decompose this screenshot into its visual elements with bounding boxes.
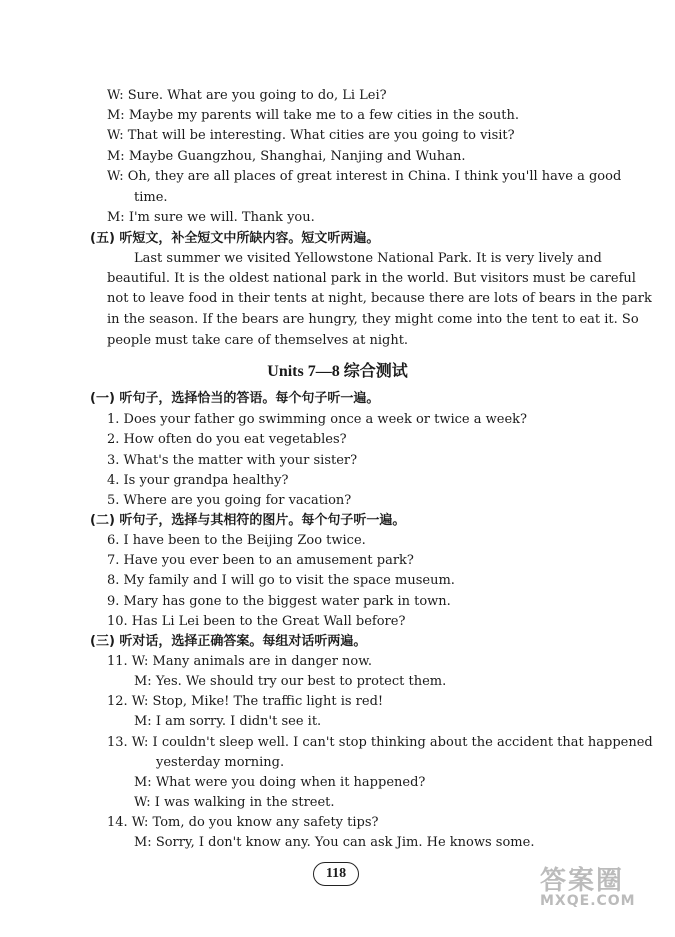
dialogue-line: M: I am sorry. I didn't see it. (134, 714, 322, 729)
passage-line: in the season. If the bears are hungry, they might come into the tent to eat it. So (107, 312, 639, 327)
page-number: 118 (313, 862, 359, 886)
question-item: 4. Is your grandpa healthy? (107, 473, 289, 488)
section-1-heading: (一) 听句子，选择恰当的答语。每个句子听一遍。 (90, 391, 380, 406)
section-3-heading: (三) 听对话，选择正确答案。每组对话听两遍。 (90, 634, 367, 649)
passage-line: not to leave food in their tents at night, because there are lots of bears in the park (107, 291, 652, 306)
question-item: 9. Mary has gone to the biggest water park in town. (107, 594, 451, 609)
question-item: 7. Have you ever been to an amusement park? (107, 553, 414, 568)
watermark-text: 答案圈 (540, 866, 625, 896)
dialogue-line: M: I'm sure we will. Thank you. (107, 210, 315, 225)
passage-line: Last summer we visited Yellowstone National Park. It is very lively and (134, 251, 602, 266)
section-5-heading: (五) 听短文，补全短文中所缺内容。短文听两遍。 (90, 231, 380, 246)
dialogue-line: M: Maybe my parents will take me to a few cities in the south. (107, 108, 519, 123)
dialogue-line: 12. W: Stop, Mike! The traffic light is red! (107, 694, 384, 709)
question-item: 6. I have been to the Beijing Zoo twice. (107, 533, 366, 548)
dialogue-line: time. (134, 190, 168, 205)
dialogue-line: M: What were you doing when it happened? (134, 775, 426, 790)
question-item: 1. Does your father go swimming once a week or twice a week? (107, 412, 527, 427)
question-item: 2. How often do you eat vegetables? (107, 432, 347, 447)
passage-line: people must take care of themselves at night. (107, 333, 409, 348)
question-item: 10. Has Li Lei been to the Great Wall before? (107, 614, 406, 629)
question-item: 8. My family and I will go to visit the space museum. (107, 573, 455, 588)
dialogue-line: M: Maybe Guangzhou, Shanghai, Nanjing and Wuhan. (107, 149, 466, 164)
dialogue-line: W: That will be interesting. What cities are you going to visit? (107, 128, 515, 143)
watermark-logo (540, 860, 636, 909)
passage-line: beautiful. It is the oldest national park in the world. But visitors must be careful (107, 271, 636, 286)
section-2-heading: (二) 听句子，选择与其相符的图片。每个句子听一遍。 (90, 513, 406, 528)
dialogue-line: W: Oh, they are all places of great interest in China. I think you'll have a good (107, 169, 622, 184)
unit-title: Units 7—8 综合测试 (267, 363, 408, 380)
dialogue-line: M: Sorry, I don't know any. You can ask Jim. He knows some. (134, 835, 535, 850)
dialogue-line: W: Sure. What are you going to do, Li Lei? (107, 88, 387, 103)
watermark-url: MXQE.COM (540, 893, 636, 909)
dialogue-line: M: Yes. We should try our best to protect them. (134, 674, 447, 689)
question-item: 3. What's the matter with your sister? (107, 453, 358, 468)
question-item: 5. Where are you going for vacation? (107, 493, 352, 508)
dialogue-line: yesterday morning. (156, 755, 285, 770)
dialogue-line: 14. W: Tom, do you know any safety tips? (107, 815, 379, 830)
dialogue-line: W: I was walking in the street. (134, 795, 335, 810)
dialogue-line: 13. W: I couldn't sleep well. I can't stop thinking about the accident that happened (107, 735, 653, 750)
dialogue-line: 11. W: Many animals are in danger now. (107, 654, 372, 669)
